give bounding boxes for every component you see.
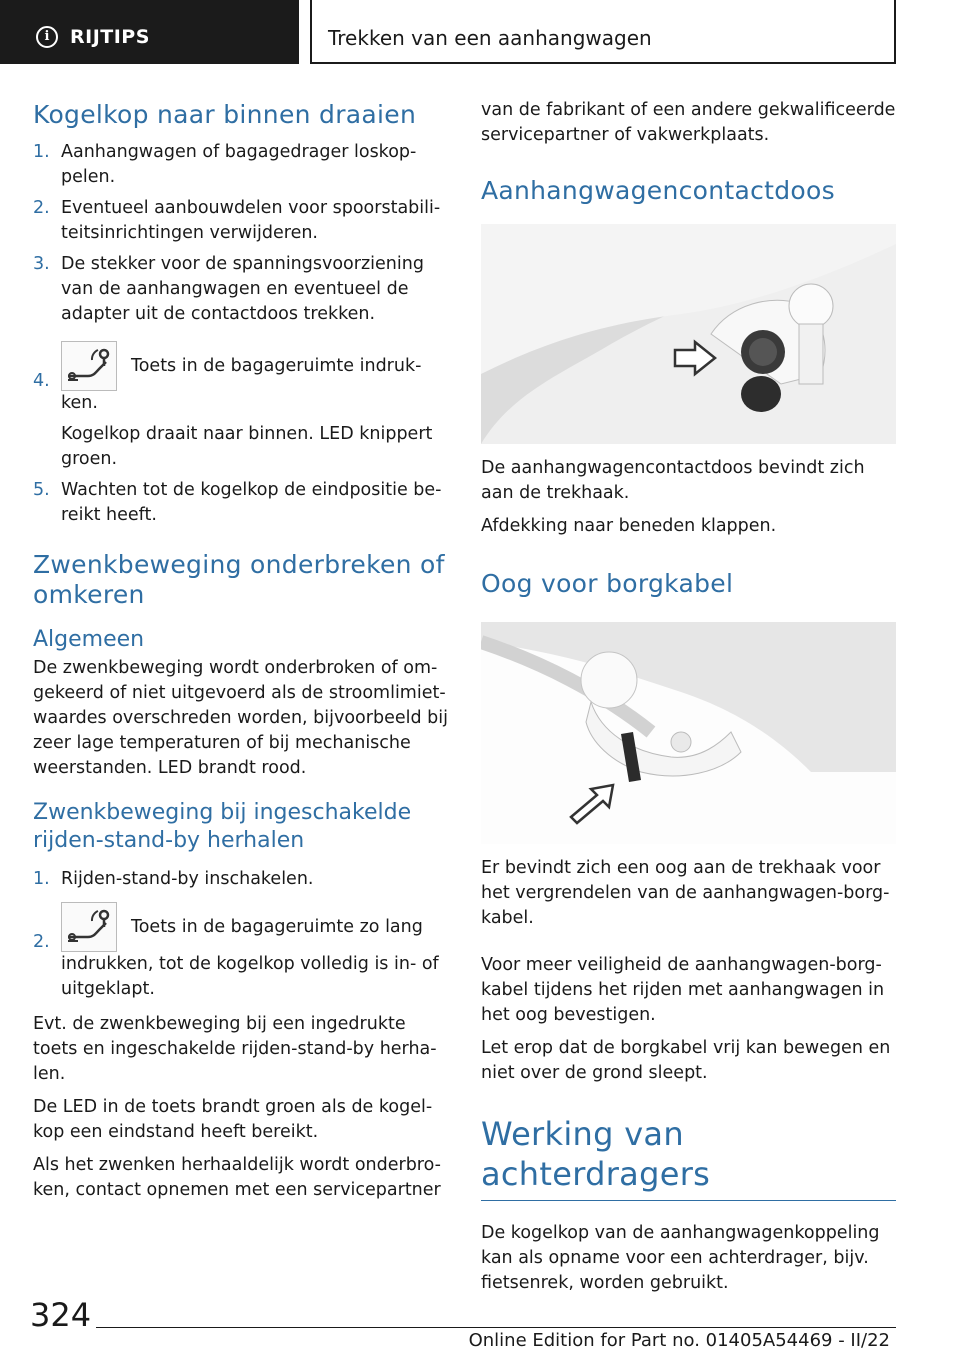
paragraph: Afdekking naar beneden klappen.: [481, 516, 777, 536]
heading-zwenkbeweging: Zwenkbeweging onderbreken of omkeren: [33, 550, 445, 609]
paragraph: De LED in de toets brandt groen als de kogel-kop een eindstand heeft bereikt.: [33, 1097, 433, 1142]
chapter-title: Trekken van een aanhangwagen: [328, 26, 652, 50]
paragraph: Er bevindt zich een oog aan de trekhaak voor het vergrendelen van de aanhangwagen-borg-kabel.: [481, 858, 890, 928]
step-item: 5. Wachten tot de kogelkop de eindpositie be-reikt heeft.: [33, 480, 442, 525]
heading-contactdoos: Aanhangwagencontactdoos: [481, 176, 835, 205]
heading-kogelkop-binnen: Kogelkop naar binnen draaien: [33, 100, 417, 129]
socket-photo: [481, 224, 896, 444]
heading-borgkabel: Oog voor borgkabel: [481, 569, 734, 598]
section-tab: [0, 0, 299, 64]
right-column: [481, 98, 896, 206]
subheading-algemeen: Algemeen: [33, 627, 145, 652]
general-text: De zwenkbeweging wordt onderbroken of om-gekeerd of niet uitgevoerd als de stroomlimiet-waardes overschreden worden, bijvoorbeeld bij zeer lage temperaturen of bij mechanische weerstanden. LED brandt rood.: [33, 658, 448, 778]
step-item: 2. Eventueel aanbouwdelen voor spoorstabili-teitsinrichtingen verwijderen.: [33, 198, 441, 243]
paragraph: Voor meer veiligheid de aanhangwagen-borg-kabel tijdens het rijden met aanhangwagen in het oog bevestigen.: [481, 955, 885, 1025]
socket-text: [481, 456, 896, 599]
step-item: 2. Toets in de bagageruimte zo lang indrukken, tot de kogelkop volledig is in- of uitgeklapt.: [33, 902, 448, 1002]
step-item: 4. Toets in de bagageruimte indruk-ken.: [33, 341, 448, 416]
step-item: 3. De stekker voor de spanningsvoorziening van de aanhangwagen en eventueel de adapter uit de contactdoos trekken.: [33, 254, 424, 324]
paragraph: Evt. de zwenkbeweging bij een ingedrukte toets en ingeschakelde rijden-stand-by herha-len.: [33, 1014, 437, 1084]
paragraph: Als het zwenken herhaaldelijk wordt onderbro-ken, contact opnemen met een servicepartner: [33, 1155, 441, 1200]
step-item: 1. Rijden-stand-by inschakelen.: [33, 869, 314, 889]
step-item: 1. Aanhangwagen of bagagedrager loskop-pelen.: [33, 142, 417, 187]
section-label: RIJTIPS: [70, 26, 150, 48]
heading-achterdragers: Werking van achterdragers: [481, 1115, 711, 1193]
edition-text: Online Edition for Part no. 01405A54469 - II/22: [468, 1330, 890, 1351]
step-note: Kogelkop draait naar binnen. LED knippert groen.: [61, 424, 433, 469]
continued-text: van de fabrikant of een andere gekwalificeerde servicepartner of vakwerkplaats.: [481, 100, 896, 145]
footer-rule: [96, 1327, 896, 1328]
tow-hitch-button-icon: [61, 341, 117, 391]
subheading-herhalen: Zwenkbeweging bij ingeschakelde rijden-stand-by herhalen: [33, 800, 412, 853]
heading-rule: [481, 1200, 896, 1201]
left-column: [33, 100, 448, 1203]
paragraph: De kogelkop van de aanhangwagenkoppeling kan als opname voor een achterdrager, bijv. fietsenrek, worden gebruikt.: [481, 1223, 880, 1293]
eye-photo: [481, 622, 896, 844]
info-icon: i: [36, 26, 58, 48]
tow-hitch-button-icon: [61, 902, 117, 952]
paragraph: De aanhangwagencontactdoos bevindt zich aan de trekhaak.: [481, 458, 865, 503]
page-number: 324: [30, 1296, 92, 1334]
eye-text: [481, 856, 896, 1296]
chapter-header: [310, 0, 896, 64]
paragraph: Let erop dat de borgkabel vrij kan bewegen en niet over de grond sleept.: [481, 1038, 891, 1083]
